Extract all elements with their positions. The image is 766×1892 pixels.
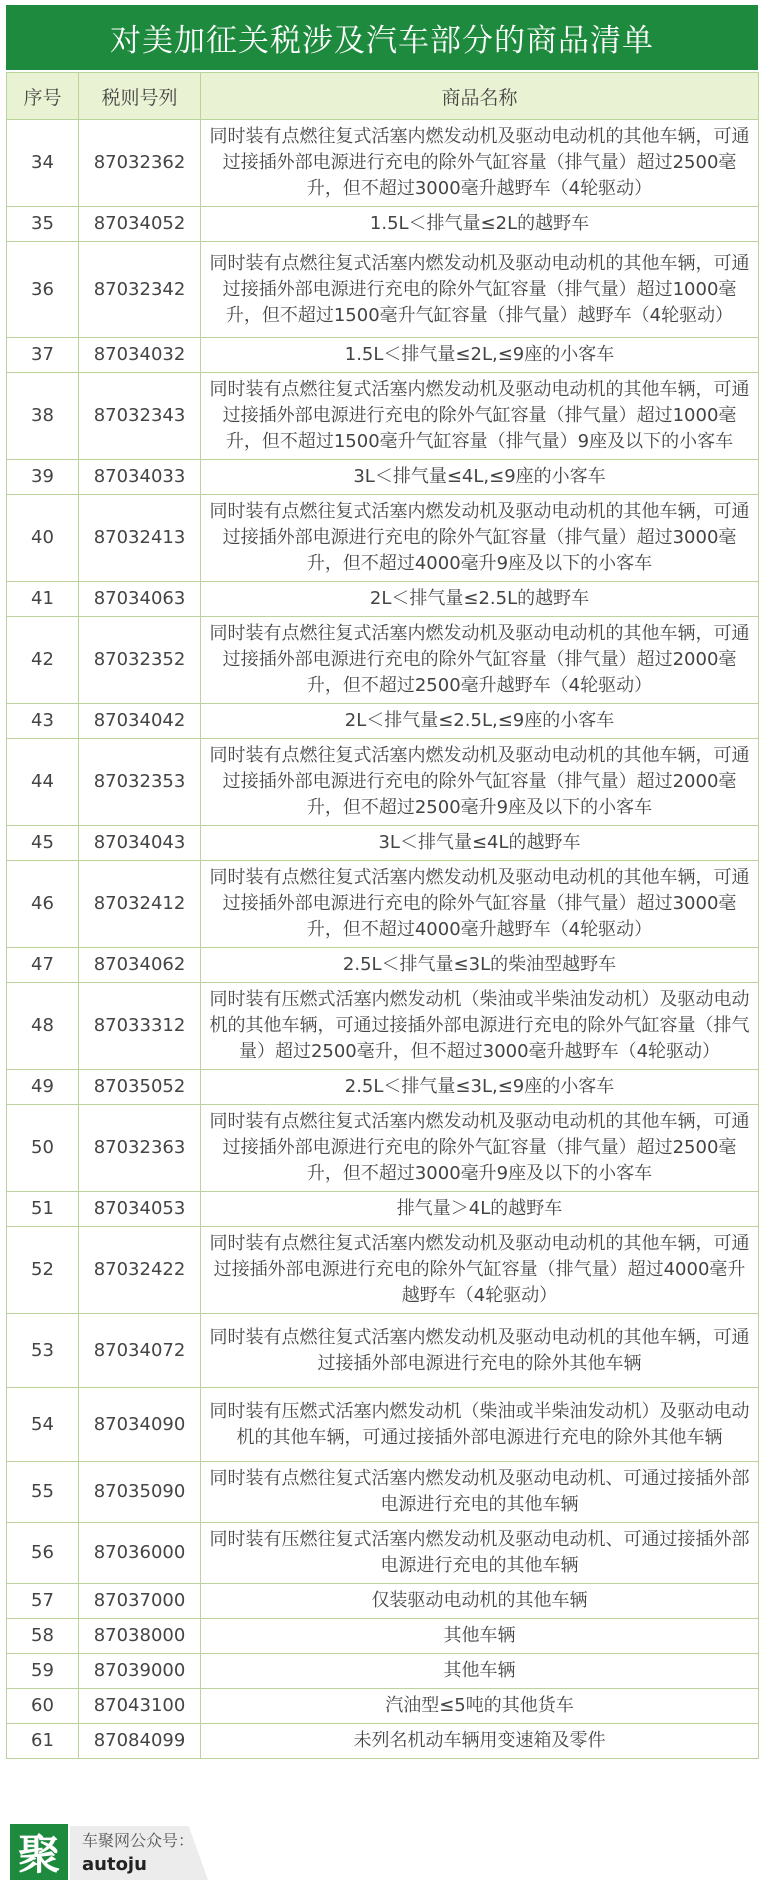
- row-product-name: 同时装有点燃往复式活塞内燃发动机及驱动电动机的其他车辆，可通过接插外部电源进行充电的除外气缸容量（排气量）超过3000毫升，但不超过4000毫升9座及以下的小客车: [201, 495, 759, 582]
- row-index: 35: [7, 207, 79, 242]
- row-index: 46: [7, 861, 79, 948]
- row-product-name: 3L＜排气量≤4L的越野车: [201, 826, 759, 861]
- row-product-name: 同时装有点燃往复式活塞内燃发动机及驱动电动机的其他车辆，可通过接插外部电源进行充电的除外气缸容量（排气量）超过1000毫升，但不超过1500毫升气缸容量（排气量）9座及以下的小客车: [201, 373, 759, 460]
- table-row: [7, 495, 759, 582]
- row-product-name: 其他车辆: [201, 1654, 759, 1689]
- row-index: 51: [7, 1192, 79, 1227]
- row-tariff-code: 87033312: [79, 983, 201, 1070]
- row-tariff-code: 87032343: [79, 373, 201, 460]
- row-index: 57: [7, 1584, 79, 1619]
- row-tariff-code: 87034042: [79, 704, 201, 739]
- row-product-name: 排气量＞4L的越野车: [201, 1192, 759, 1227]
- table-row: [7, 1462, 759, 1523]
- row-index: 42: [7, 617, 79, 704]
- row-product-name: 2L＜排气量≤2.5L,≤9座的小客车: [201, 704, 759, 739]
- table-row: [7, 1584, 759, 1619]
- table-row: [7, 207, 759, 242]
- table-row: [7, 704, 759, 739]
- row-index: 60: [7, 1689, 79, 1724]
- row-index: 56: [7, 1523, 79, 1584]
- row-index: 36: [7, 242, 79, 338]
- row-product-name: 同时装有点燃往复式活塞内燃发动机及驱动电动机的其他车辆，可通过接插外部电源进行充电的除外气缸容量（排气量）超过2000毫升，但不超过2500毫升越野车（4轮驱动）: [201, 617, 759, 704]
- table-row: [7, 617, 759, 704]
- table-row: [7, 861, 759, 948]
- row-tariff-code: 87084099: [79, 1724, 201, 1759]
- header-product-name: 商品名称: [201, 73, 759, 120]
- row-index: 59: [7, 1654, 79, 1689]
- table-body: [7, 120, 759, 1759]
- row-index: 53: [7, 1314, 79, 1388]
- table-row: [7, 1523, 759, 1584]
- row-tariff-code: 87034090: [79, 1388, 201, 1462]
- row-product-name: 同时装有点燃往复式活塞内燃发动机及驱动电动机的其他车辆，可通过接插外部电源进行充电的除外气缸容量（排气量）超过2500毫升，但不超过3000毫升9座及以下的小客车: [201, 1105, 759, 1192]
- row-index: 43: [7, 704, 79, 739]
- header-tariff-code: 税则号列: [79, 73, 201, 120]
- table-row: [7, 826, 759, 861]
- row-tariff-code: 87034052: [79, 207, 201, 242]
- row-index: 49: [7, 1070, 79, 1105]
- table-row: [7, 948, 759, 983]
- row-tariff-code: 87032342: [79, 242, 201, 338]
- row-index: 41: [7, 582, 79, 617]
- row-product-name: 同时装有压燃式活塞内燃发动机（柴油或半柴油发动机）及驱动电动机的其他车辆，可通过接插外部电源进行充电的除外其他车辆: [201, 1388, 759, 1462]
- commodity-table-container: [6, 72, 758, 1759]
- page-title: 对美加征关税涉及汽车部分的商品清单: [6, 5, 758, 70]
- row-product-name: 同时装有点燃往复式活塞内燃发动机及驱动电动机的其他车辆，可通过接插外部电源进行充电的除外气缸容量（排气量）超过2500毫升，但不超过3000毫升越野车（4轮驱动）: [201, 120, 759, 207]
- table-row: [7, 983, 759, 1070]
- row-index: 58: [7, 1619, 79, 1654]
- row-index: 38: [7, 373, 79, 460]
- row-index: 39: [7, 460, 79, 495]
- table-row: [7, 373, 759, 460]
- table-row: [7, 1105, 759, 1192]
- row-product-name: 同时装有点燃往复式活塞内燃发动机及驱动电动机的其他车辆，可通过接插外部电源进行充电的除外气缸容量（排气量）超过1000毫升，但不超过1500毫升气缸容量（排气量）越野车（4轮驱动）: [201, 242, 759, 338]
- row-tariff-code: 87032413: [79, 495, 201, 582]
- row-product-name: 1.5L＜排气量≤2L的越野车: [201, 207, 759, 242]
- row-product-name: 其他车辆: [201, 1619, 759, 1654]
- table-header-row: [7, 73, 759, 120]
- row-tariff-code: 87035052: [79, 1070, 201, 1105]
- row-tariff-code: 87034033: [79, 460, 201, 495]
- row-tariff-code: 87039000: [79, 1654, 201, 1689]
- row-tariff-code: 87034053: [79, 1192, 201, 1227]
- table-row: [7, 1314, 759, 1388]
- table-row: [7, 338, 759, 373]
- footer-account-id: autoju: [82, 1854, 147, 1875]
- table-row: [7, 1388, 759, 1462]
- row-product-name: 3L＜排气量≤4L,≤9座的小客车: [201, 460, 759, 495]
- row-index: 37: [7, 338, 79, 373]
- row-tariff-code: 87032353: [79, 739, 201, 826]
- row-index: 34: [7, 120, 79, 207]
- row-tariff-code: 87043100: [79, 1689, 201, 1724]
- row-index: 55: [7, 1462, 79, 1523]
- row-index: 54: [7, 1388, 79, 1462]
- row-tariff-code: 87032362: [79, 120, 201, 207]
- row-product-name: 2.5L＜排气量≤3L,≤9座的小客车: [201, 1070, 759, 1105]
- row-product-name: 同时装有点燃往复式活塞内燃发动机及驱动电动机的其他车辆，可通过接插外部电源进行充电的除外气缸容量（排气量）超过3000毫升，但不超过4000毫升越野车（4轮驱动）: [201, 861, 759, 948]
- autoju-logo: 聚: [10, 1824, 68, 1880]
- row-tariff-code: 87034062: [79, 948, 201, 983]
- row-tariff-code: 87036000: [79, 1523, 201, 1584]
- row-tariff-code: 87037000: [79, 1584, 201, 1619]
- row-tariff-code: 87034032: [79, 338, 201, 373]
- row-tariff-code: 87034072: [79, 1314, 201, 1388]
- table-row: [7, 120, 759, 207]
- table-row: [7, 1654, 759, 1689]
- row-product-name: 2L＜排气量≤2.5L的越野车: [201, 582, 759, 617]
- table-row: [7, 460, 759, 495]
- row-product-name: 未列名机动车辆用变速箱及零件: [201, 1724, 759, 1759]
- row-tariff-code: 87038000: [79, 1619, 201, 1654]
- row-product-name: 同时装有点燃往复式活塞内燃发动机及驱动电动机、可通过接插外部电源进行充电的其他车辆: [201, 1462, 759, 1523]
- commodity-table: [6, 72, 759, 1759]
- table-row: [7, 1724, 759, 1759]
- row-index: 48: [7, 983, 79, 1070]
- row-tariff-code: 87032352: [79, 617, 201, 704]
- row-product-name: 同时装有点燃往复式活塞内燃发动机及驱动电动机的其他车辆，可通过接插外部电源进行充电的除外其他车辆: [201, 1314, 759, 1388]
- row-index: 50: [7, 1105, 79, 1192]
- table-row: [7, 1192, 759, 1227]
- row-tariff-code: 87034043: [79, 826, 201, 861]
- row-tariff-code: 87032412: [79, 861, 201, 948]
- row-product-name: 汽油型≤5吨的其他货车: [201, 1689, 759, 1724]
- row-tariff-code: 87032363: [79, 1105, 201, 1192]
- header-index: 序号: [7, 73, 79, 120]
- table-row: [7, 739, 759, 826]
- row-product-name: 仅装驱动电动机的其他车辆: [201, 1584, 759, 1619]
- row-product-name: 同时装有压燃往复式活塞内燃发动机及驱动电动机、可通过接插外部电源进行充电的其他车辆: [201, 1523, 759, 1584]
- row-tariff-code: 87035090: [79, 1462, 201, 1523]
- row-product-name: 2.5L＜排气量≤3L的柴油型越野车: [201, 948, 759, 983]
- row-product-name: 同时装有压燃式活塞内燃发动机（柴油或半柴油发动机）及驱动电动机的其他车辆，可通过接插外部电源进行充电的除外气缸容量（排气量）超过2500毫升，但不超过3000毫升越野车（4轮驱动）: [201, 983, 759, 1070]
- footer-account-label: 车聚网公众号：: [82, 1831, 195, 1850]
- footer: [6, 1822, 758, 1884]
- row-product-name: 同时装有点燃往复式活塞内燃发动机及驱动电动机的其他车辆，可通过接插外部电源进行充电的除外气缸容量（排气量）超过2000毫升，但不超过2500毫升9座及以下的小客车: [201, 739, 759, 826]
- row-index: 45: [7, 826, 79, 861]
- table-row: [7, 582, 759, 617]
- row-index: 40: [7, 495, 79, 582]
- row-index: 52: [7, 1227, 79, 1314]
- table-row: [7, 1619, 759, 1654]
- table-row: [7, 1070, 759, 1105]
- row-product-name: 同时装有点燃往复式活塞内燃发动机及驱动电动机的其他车辆，可通过接插外部电源进行充电的除外气缸容量（排气量）超过4000毫升越野车（4轮驱动）: [201, 1227, 759, 1314]
- table-row: [7, 1689, 759, 1724]
- row-tariff-code: 87034063: [79, 582, 201, 617]
- row-product-name: 1.5L＜排气量≤2L,≤9座的小客车: [201, 338, 759, 373]
- table-row: [7, 1227, 759, 1314]
- table-row: [7, 242, 759, 338]
- row-index: 44: [7, 739, 79, 826]
- row-index: 61: [7, 1724, 79, 1759]
- row-tariff-code: 87032422: [79, 1227, 201, 1314]
- row-index: 47: [7, 948, 79, 983]
